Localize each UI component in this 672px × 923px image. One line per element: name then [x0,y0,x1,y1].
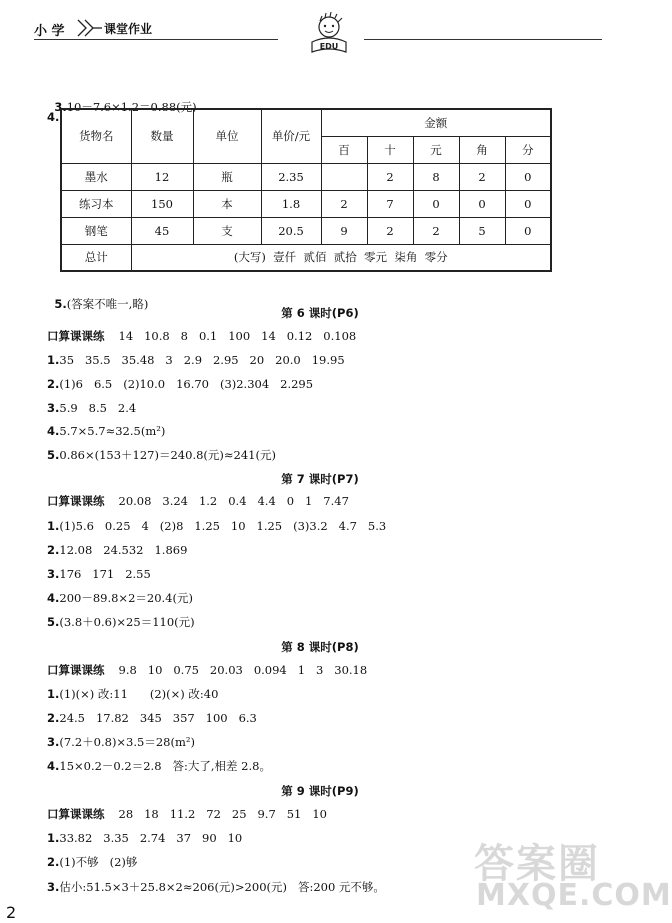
header-primary-label: 小 学 [34,24,65,39]
item-text: 12.08 24.532 1.869 [59,543,188,557]
digit-header: 角 [459,136,505,163]
unit-cell: 瓶 [193,163,261,190]
answer-line [47,519,386,533]
watermark-logo [470,832,672,918]
lesson-title: 第 9 课时(P9) [281,784,359,798]
mascot-logo-icon [302,12,356,56]
digit-cell: 0 [505,190,551,217]
oral-label: 口算课课练 [47,807,105,821]
item-text: 10－7.6×1.2＝0.88(元) [66,100,197,114]
table-row [61,217,551,244]
table-total-row [61,244,551,271]
page-header [34,20,602,50]
answer-line [47,567,151,581]
double-chevron-icon [76,18,102,38]
digit-header: 元 [413,136,459,163]
lesson-title: 第 7 课时(P7) [281,472,359,486]
header-price: 单价/元 [261,109,321,163]
oral-practice-line [47,807,327,821]
answer-line [47,591,193,605]
item-number: 5. [47,615,60,629]
digit-cell: 5 [459,217,505,244]
unit-cell: 本 [193,190,261,217]
item-number: 4. [47,424,60,438]
item-number: 5. [47,448,60,462]
answer-line [47,711,257,725]
oral-practice-line [47,494,349,508]
header-rule-right [364,39,602,40]
digit-cell: 2 [459,163,505,190]
oral-practice-line [47,663,367,677]
answer-line [47,424,165,438]
digit-cell: 0 [505,217,551,244]
oral-label: 口算课课练 [47,494,105,508]
item-number: 1. [47,519,60,533]
price-cell: 1.8 [261,190,321,217]
digit-cell: 9 [321,217,367,244]
item-text: (7.2＋0.8)×3.5＝28(m²) [59,735,195,749]
digit-cell: 2 [413,217,459,244]
answer-line [47,448,276,462]
item-number: 3. [47,735,60,749]
header-rule-left [34,39,278,40]
digit-cell: 2 [321,190,367,217]
goods-amount-table [60,108,552,272]
item-number: 2. [47,543,60,557]
item-text: 5.9 8.5 2.4 [59,401,137,415]
goods-cell: 钢笔 [61,217,131,244]
header-qty: 数量 [131,109,193,163]
item-text: (1)6 6.5 (2)10.0 16.70 (3)2.304 2.295 [59,377,314,391]
item-number: 5. [54,297,67,311]
answer-line [47,880,385,894]
item-text: 33.82 3.35 2.74 37 90 10 [59,831,243,845]
digit-cell [321,163,367,190]
digit-cell: 0 [505,163,551,190]
mascot-text: EDU [319,42,339,51]
lesson-title: 第 8 课时(P8) [281,640,359,654]
oral-values: 14 10.8 8 0.1 100 14 0.12 0.108 [118,329,357,343]
item-number: 4. [47,759,60,773]
header-course-label: 课堂作业 [104,22,153,36]
item-text: (答案不唯一,略) [66,297,149,311]
answer-line [47,831,242,845]
item-text: (1)不够 (2)够 [59,855,138,869]
digit-cell: 2 [367,217,413,244]
digit-cell: 8 [413,163,459,190]
item-text: 35 35.5 35.48 3 2.9 2.95 20 20.0 19.95 [59,353,345,367]
page-number: 2 [6,903,17,922]
watermark-bottom-text: MXQE.COM [476,878,672,913]
item-text: 200－89.8×2＝20.4(元) [59,591,193,605]
unit-cell: 支 [193,217,261,244]
item-number: 4. [47,591,60,605]
total-text: (大写) 壹仟 贰佰 贰拾 零元 柒角 零分 [131,244,551,271]
item-text: 24.5 17.82 345 357 100 6.3 [59,711,257,725]
item-text: 15×0.2－0.2＝2.8 答:大了,相差 2.8。 [59,759,271,773]
item-text: 176 171 2.55 [59,567,151,581]
qty-cell: 150 [131,190,193,217]
price-cell: 20.5 [261,217,321,244]
oral-values: 9.8 10 0.75 20.03 0.094 1 3 30.18 [118,663,368,677]
answer-line [47,543,187,557]
oral-values: 20.08 3.24 1.2 0.4 4.4 0 1 7.47 [118,494,349,508]
header-amount: 金额 [321,109,551,136]
goods-cell: 墨水 [61,163,131,190]
digit-cell: 2 [367,163,413,190]
goods-cell: 练习本 [61,190,131,217]
digit-cell: 7 [367,190,413,217]
answer-line [47,401,136,415]
total-label: 总计 [61,244,131,271]
oral-values: 28 18 11.2 72 25 9.7 51 10 [118,807,327,821]
item-number: 3. [47,401,60,415]
item-text: (1)(×) 改:11 (2)(×) 改:40 [59,687,219,701]
answer-line [47,377,313,391]
header-unit: 单位 [193,109,261,163]
digit-header: 分 [505,136,551,163]
item-number: 3. [47,880,60,894]
qty-cell: 45 [131,217,193,244]
digit-cell: 0 [413,190,459,217]
header-goods: 货物名 [61,109,131,163]
item-text: 5.7×5.7≈32.5(m²) [59,424,166,438]
watermark-top-text: 答案圈 [474,841,600,887]
item-number: 3. [47,567,60,581]
answer-line [47,759,271,773]
item-text: 0.86×(153＋127)＝240.8(元)≈241(元) [59,448,276,462]
answer-line [47,855,137,869]
digit-cell: 0 [459,190,505,217]
price-cell: 2.35 [261,163,321,190]
item-text: (3.8＋0.6)×25＝110(元) [59,615,195,629]
oral-label: 口算课课练 [47,663,105,677]
digit-header: 十 [367,136,413,163]
item-text: (1)5.6 0.25 4 (2)8 1.25 10 1.25 (3)3.2 4.7 5.3 [59,519,387,533]
digit-header: 百 [321,136,367,163]
qty-cell: 12 [131,163,193,190]
item-text: 估小:51.5×3＋25.8×2≈206(元)>200(元) 答:200 元不够。 [59,880,385,894]
answer-line [47,735,195,749]
item-number: 1. [47,831,60,845]
table-row [61,163,551,190]
item-number: 1. [47,353,60,367]
table-row [61,190,551,217]
answer-line [47,615,195,629]
item-number: 2. [47,377,60,391]
oral-practice-line [47,329,356,343]
lesson-title: 第 6 课时(P6) [281,306,359,320]
answer-line [47,687,218,701]
oral-label: 口算课课练 [47,329,105,343]
item-number: 2. [47,711,60,725]
item-number: 2. [47,855,60,869]
item-number: 3. [54,100,67,114]
answer-line [47,353,345,367]
item-number: 1. [47,687,60,701]
item-number: 4. [47,110,60,124]
